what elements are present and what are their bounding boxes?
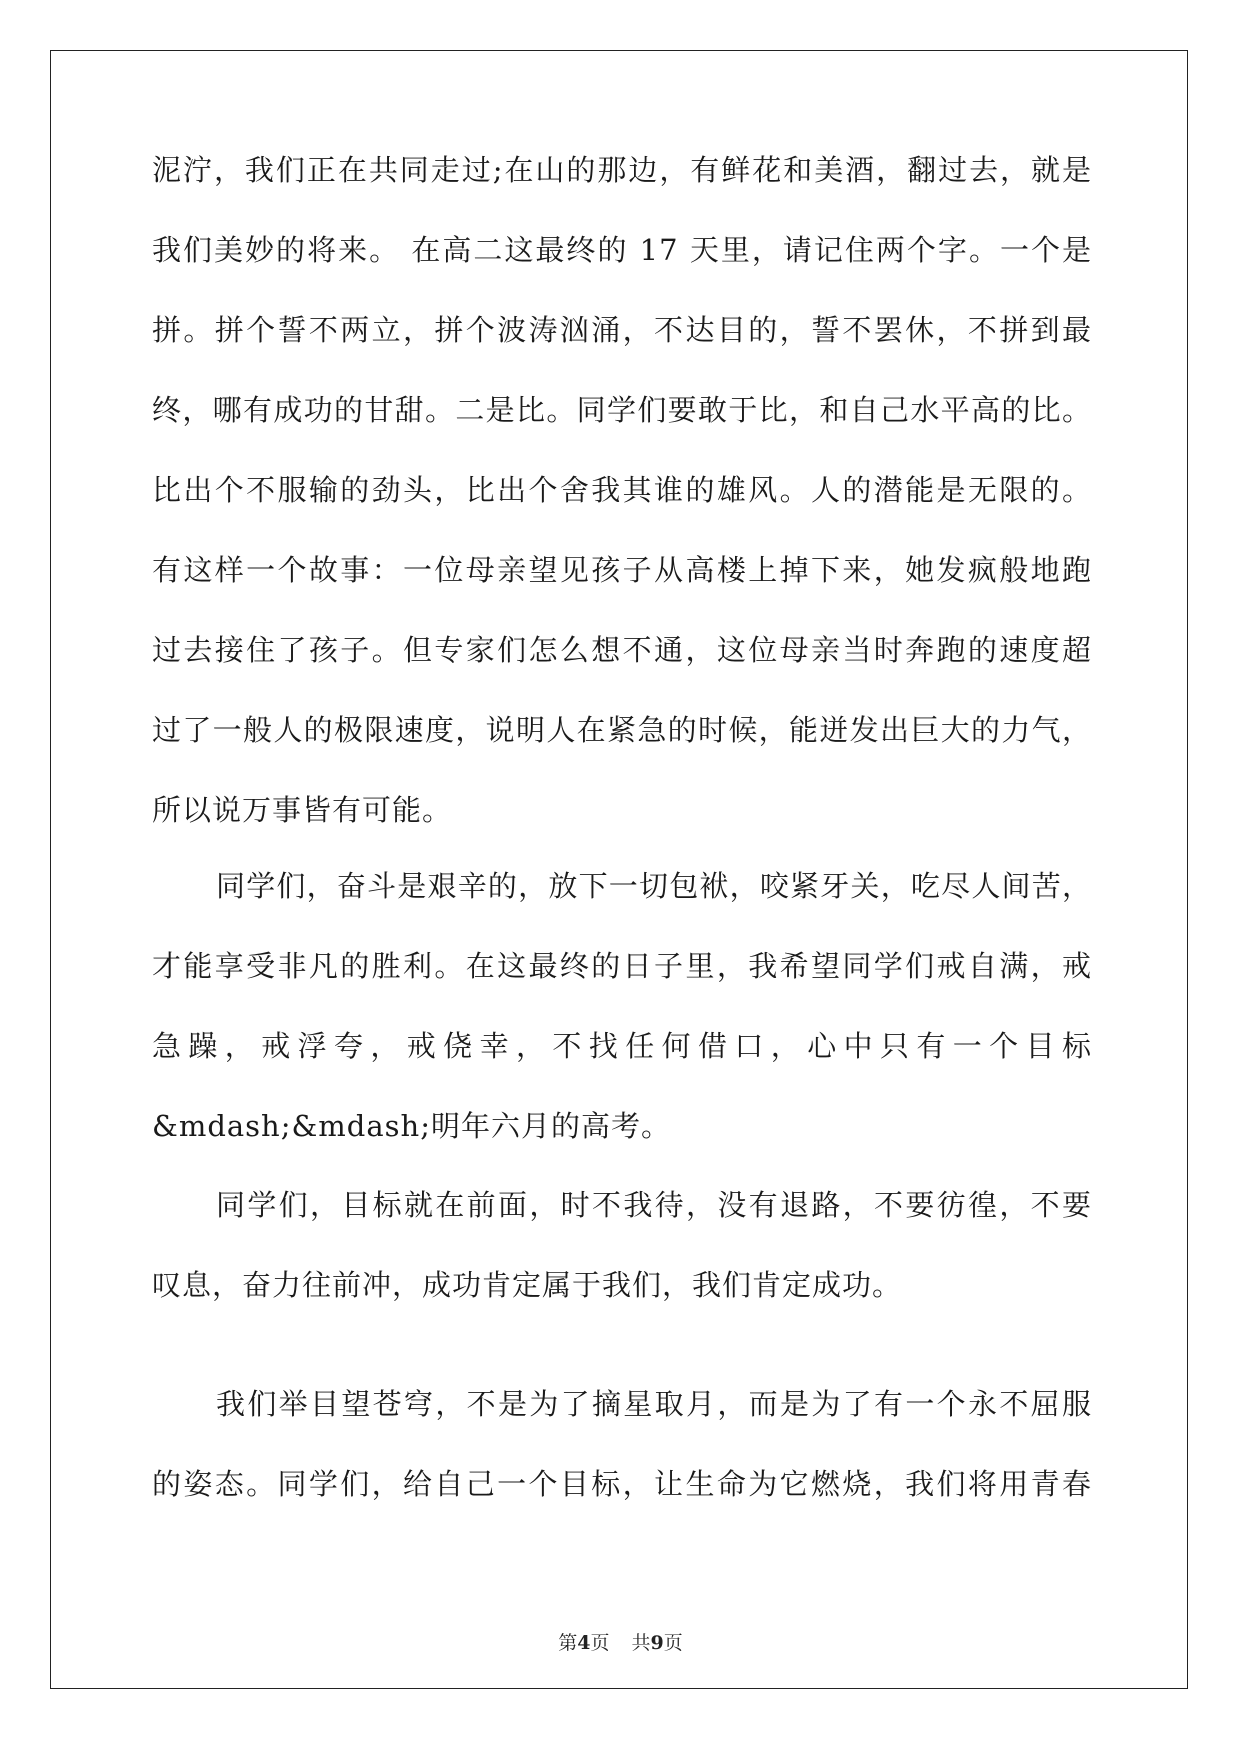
- text-line: 比出个不服输的劲头，比出个舍我其谁的雄风。人的潜能是无限的。: [152, 473, 1092, 507]
- text-line: &mdash;&mdash;明年六月的高考。: [152, 1109, 671, 1143]
- paragraph-1: [152, 130, 1092, 850]
- text-line: 叹息，奋力往前冲，成功肯定属于我们，我们肯定成功。: [152, 1268, 903, 1302]
- text-line: 我们美妙的将来。 在高二这最终的 17 天里，请记住两个字。一个是: [152, 233, 1092, 267]
- text-line: 拼。拼个誓不两立，拼个波涛汹涌，不达目的，誓不罢休，不拼到最: [152, 313, 1092, 347]
- page-suffix: 页: [590, 1632, 610, 1654]
- page-footer: [0, 1628, 1241, 1655]
- page-prefix: 第: [558, 1632, 578, 1654]
- paragraph-2: [152, 846, 1092, 1166]
- total-prefix: 共: [631, 1632, 651, 1654]
- total-pages: 9: [650, 1632, 664, 1654]
- text-line: 我们举目望苍穹，不是为了摘星取月，而是为了有一个永不屈服: [216, 1387, 1092, 1421]
- text-line: 同学们，目标就在前面，时不我待，没有退路，不要彷徨，不要: [216, 1188, 1092, 1222]
- text-line: 有这样一个故事：一位母亲望见孩子从高楼上掉下来，她发疯般地跑: [152, 553, 1092, 587]
- text-line: 才能享受非凡的胜利。在这最终的日子里，我希望同学们戒自满，戒: [152, 949, 1092, 983]
- text-line: 的姿态。同学们，给自己一个目标，让生命为它燃烧，我们将用青春: [152, 1467, 1092, 1501]
- text-line: 终，哪有成功的甘甜。二是比。同学们要敢于比，和自己水平高的比。: [152, 393, 1092, 427]
- text-line: 同学们，奋斗是艰辛的，放下一切包袱，咬紧牙关，吃尽人间苦，: [216, 869, 1092, 903]
- page-number: 4: [577, 1632, 591, 1654]
- paragraph-4: [152, 1364, 1092, 1524]
- text-line: 所以说万事皆有可能。: [152, 793, 453, 827]
- text-line: 急躁，戒浮夸，戒侥幸，不找任何借口，心中只有一个目标: [152, 1029, 1092, 1063]
- paragraph-3: [152, 1165, 1092, 1325]
- text-line: 过了一般人的极限速度，说明人在紧急的时候，能迸发出巨大的力气，: [152, 713, 1092, 747]
- text-line: 泥泞，我们正在共同走过;在山的那边，有鲜花和美酒，翻过去，就是: [152, 153, 1092, 187]
- total-suffix: 页: [663, 1632, 683, 1654]
- text-line: 过去接住了孩子。但专家们怎么想不通，这位母亲当时奔跑的速度超: [152, 633, 1092, 667]
